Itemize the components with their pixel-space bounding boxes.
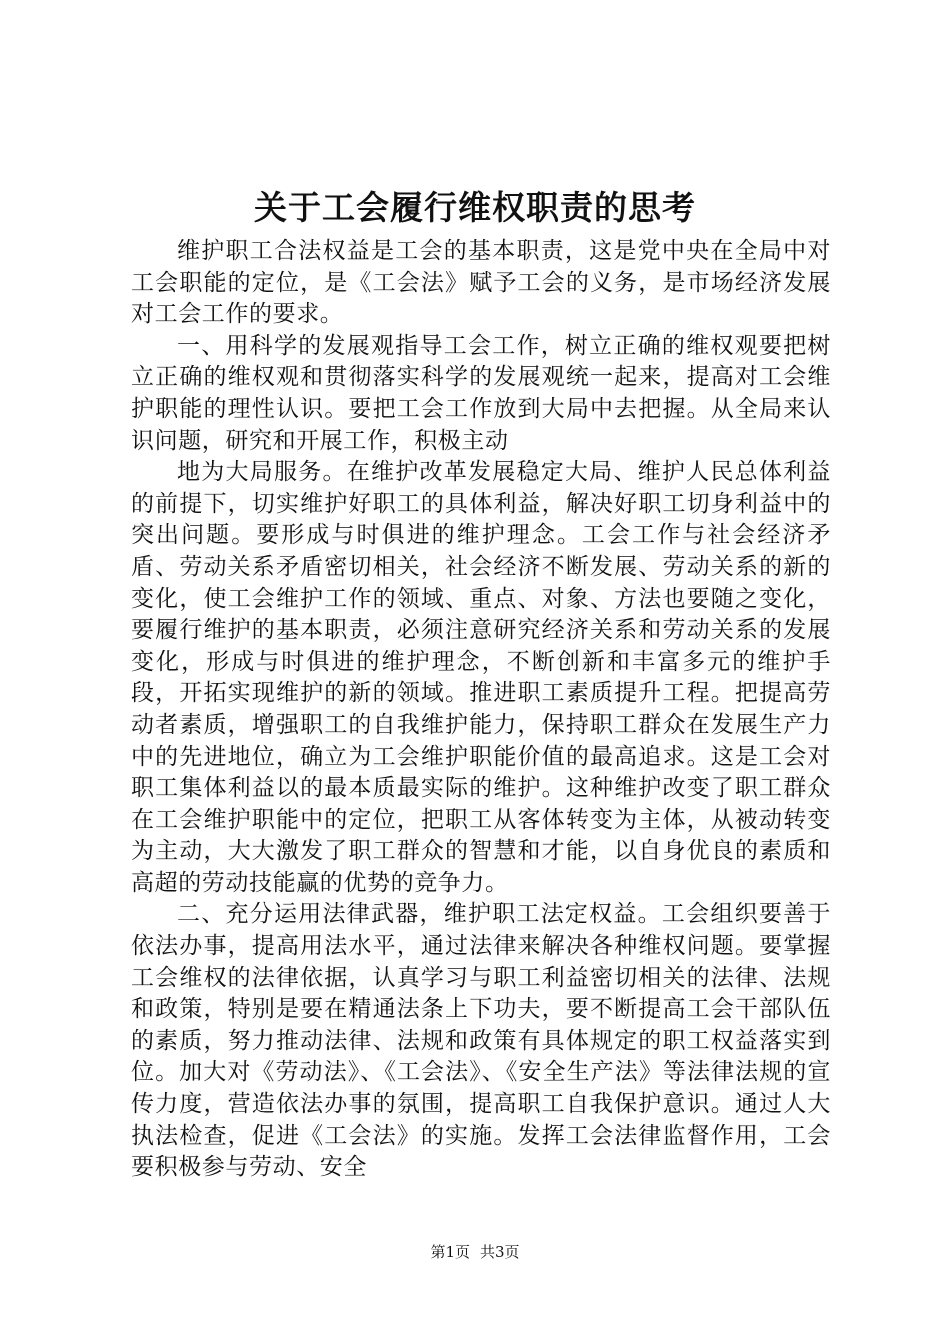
paragraph-intro: 维护职工合法权益是工会的基本职责，这是党中央在全局中对工会职能的定位，是《工会法》赋予工会的义务，是市场经济发展对工会工作的要求。 bbox=[131, 238, 831, 328]
page-footer bbox=[0, 1242, 950, 1262]
document-title: 关于工会履行维权职责的思考 bbox=[254, 188, 696, 227]
document-body bbox=[131, 236, 831, 1184]
page-total: 共3页 bbox=[480, 1243, 520, 1261]
page-number: 第1页 bbox=[430, 1243, 470, 1261]
paragraph-section-two: 二、充分运用法律武器，维护职工法定权益。工会组织要善于依法办事，提高用法水平，通过法律来解决各种维权问题。要掌握工会维权的法律依据，认真学习与职工利益密切相关的法律、法规和政策，特别是要在精通法条上下功夫，要不断提高工会干部队伍的素质，努力推动法律、法规和政策有具体规定的职工权益落实到位。加大对《劳动法》、《工会法》、《安全生产法》等法律法规的宣传力度，营造依法办事的氛围，提高职工自我保护意识。通过人大执法检查，促进《工会法》的实施。发挥工会法律监督作用，工会要积极参与劳动、安全 bbox=[131, 901, 831, 1181]
paragraph-section-one: 一、用科学的发展观指导工会工作，树立正确的维权观要把树立正确的维权观和贯彻落实科学的发展观统一起来，提高对工会维护职能的理性认识。要把工会工作放到大局中去把握。从全局来认识问题，研究和开展工作，积极主动 bbox=[131, 332, 831, 454]
paragraph-section-one-continued: 地为大局服务。在维护改革发展稳定大局、维护人民总体利益的前提下，切实维护好职工的具体利益，解决好职工切身利益中的突出问题。要形成与时俱进的维护理念。工会工作与社会经济矛盾、劳动关系矛盾密切相关，社会经济不断发展、劳动关系的新的变化，使工会维护工作的领域、重点、对象、方法也要随之变化，要履行维护的基本职责，必须注意研究经济关系和劳动关系的发展变化，形成与时俱进的维护理念，不断创新和丰富多元的维护手段，开拓实现维护的新的领域。推进职工素质提升工程。把提高劳动者素质，增强职工的自我维护能力，保持职工群众在发展生产力中的先进地位，确立为工会维护职能价值的最高追求。这是工会对职工集体利益以的最本质最实际的维护。这种维护改变了职工群众在工会维护职能中的定位，把职工从客体转变为主体，从被动转变为主动，大大激发了职工群众的智慧和才能，以自身优良的素质和高超的劳动技能赢的优势的竞争力。 bbox=[131, 459, 831, 896]
